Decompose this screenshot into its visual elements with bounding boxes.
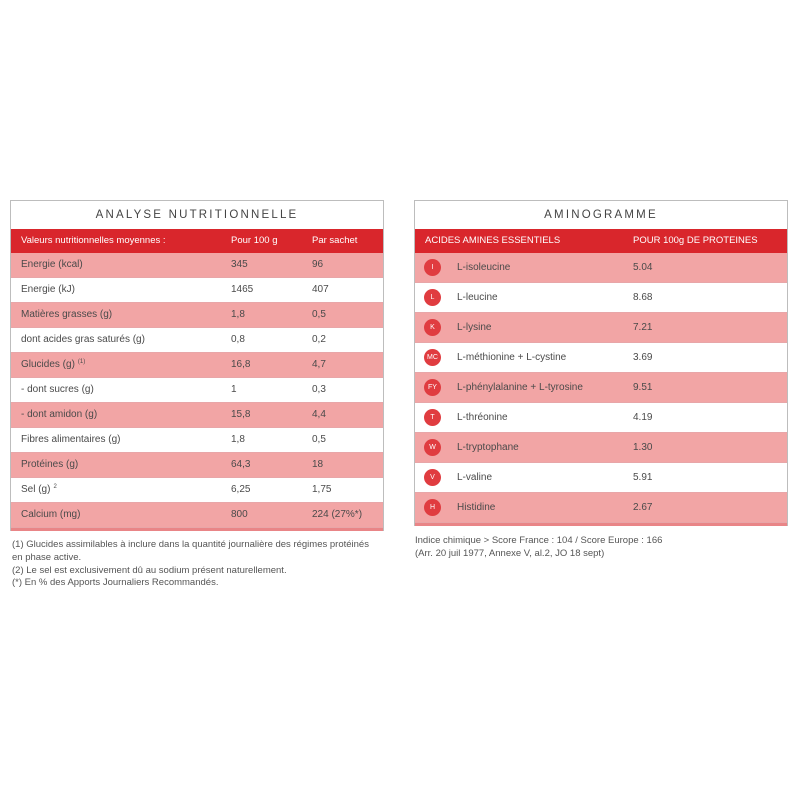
amino-acid-value: 9.51 bbox=[633, 382, 653, 393]
per-100g-value: 800 bbox=[231, 509, 248, 520]
amino-acid-name: L-méthionine + L-cystine bbox=[457, 352, 567, 363]
table-row bbox=[11, 478, 383, 503]
header-nutrients: Valeurs nutritionnelles moyennes : bbox=[21, 235, 166, 246]
per-sachet-value: 4,7 bbox=[312, 359, 326, 370]
amino-acid-value: 4.19 bbox=[633, 412, 653, 423]
nutrition-table-body bbox=[11, 253, 383, 528]
footnote-3: (*) En % des Apports Journaliers Recommandés. bbox=[12, 577, 219, 589]
amino-acid-name: L-leucine bbox=[457, 292, 498, 303]
nutrient-name-cell bbox=[11, 253, 221, 277]
table-row bbox=[11, 303, 383, 328]
per-100g-value: 345 bbox=[231, 259, 248, 270]
nutrient-name: dont acides gras saturés (g) bbox=[21, 334, 145, 345]
table-row bbox=[11, 353, 383, 378]
amino-acid-value: 7.21 bbox=[633, 322, 653, 333]
table-row bbox=[415, 433, 787, 463]
per-100g-value: 1 bbox=[231, 384, 237, 395]
chemical-index-note: Indice chimique > Score France : 104 / Score Europe : 166 bbox=[415, 535, 663, 546]
nutrient-name-cell bbox=[11, 378, 221, 402]
header-per-100g: Pour 100 g bbox=[231, 235, 278, 246]
per-sachet-value: 407 bbox=[312, 284, 329, 295]
header-amino-acids: ACIDES AMINES ESSENTIELS bbox=[425, 235, 561, 246]
footnote-marker: (1) bbox=[77, 358, 86, 365]
amino-acid-cell bbox=[415, 313, 625, 342]
nutrient-name-cell bbox=[11, 353, 221, 377]
amino-acid-name: L-lysine bbox=[457, 322, 492, 333]
nutrient-name: Fibres alimentaires (g) bbox=[21, 434, 121, 445]
table-row bbox=[11, 378, 383, 403]
aminogram-title: AMINOGRAMME bbox=[544, 209, 658, 221]
amino-acid-cell bbox=[415, 403, 625, 432]
table-row bbox=[11, 428, 383, 453]
amino-acid-name: L-tryptophane bbox=[457, 442, 519, 453]
per-100g-value: 16,8 bbox=[231, 359, 251, 370]
footnote-1: (1) Glucides assimilables à inclure dans la quantité journalière des régimes protéinés en phase active. bbox=[12, 539, 369, 563]
nutrient-name-cell bbox=[11, 303, 221, 327]
table-row bbox=[415, 343, 787, 373]
amino-acid-name: L-thréonine bbox=[457, 412, 508, 423]
per-sachet-value: 0,5 bbox=[312, 434, 326, 445]
amino-acid-value: 3.69 bbox=[633, 352, 653, 363]
header-per-100g-protein: POUR 100g DE PROTEINES bbox=[633, 235, 758, 246]
amino-acid-cell bbox=[415, 283, 625, 312]
table-row bbox=[11, 503, 383, 528]
table-row bbox=[11, 278, 383, 303]
amino-acid-value: 5.04 bbox=[633, 262, 653, 273]
aminogram-bottom-bar bbox=[415, 523, 787, 526]
per-sachet-value: 0,2 bbox=[312, 334, 326, 345]
nutrient-name: Sel (g) bbox=[21, 484, 51, 495]
table-row bbox=[11, 253, 383, 278]
aminogram-header-row bbox=[415, 229, 787, 253]
amino-acid-name: Histidine bbox=[457, 502, 496, 513]
table-row bbox=[11, 453, 383, 478]
per-100g-value: 0,8 bbox=[231, 334, 245, 345]
nutrient-name-cell bbox=[11, 428, 221, 452]
table-row bbox=[415, 373, 787, 403]
nutrition-title: ANALYSE NUTRITIONNELLE bbox=[95, 209, 299, 221]
amino-acid-value: 8.68 bbox=[633, 292, 653, 303]
per-100g-value: 1465 bbox=[231, 284, 254, 295]
amino-acid-value: 5.91 bbox=[633, 472, 653, 483]
nutrient-name-cell bbox=[11, 278, 221, 302]
footnote-2: (2) Le sel est exclusivement dû au sodium présent naturellement. bbox=[12, 564, 287, 576]
amino-letter-badge-icon: K bbox=[424, 319, 441, 336]
nutrient-name-cell bbox=[11, 328, 221, 352]
amino-letter-badge-icon: I bbox=[424, 259, 441, 276]
nutrient-name-cell bbox=[11, 453, 221, 477]
table-row bbox=[415, 283, 787, 313]
per-sachet-value: 0,3 bbox=[312, 384, 326, 395]
nutrient-name: Protéines (g) bbox=[21, 459, 79, 470]
amino-acid-value: 1.30 bbox=[633, 442, 653, 453]
footnote-marker: 2 bbox=[53, 483, 57, 490]
nutrient-name: - dont amidon (g) bbox=[21, 409, 98, 420]
table-row bbox=[415, 493, 787, 523]
amino-letter-badge-icon: H bbox=[424, 499, 441, 516]
nutrient-name: Energie (kcal) bbox=[21, 259, 83, 270]
table-row bbox=[415, 403, 787, 433]
amino-letter-badge-icon: T bbox=[424, 409, 441, 426]
amino-acid-cell bbox=[415, 373, 625, 402]
table-row bbox=[415, 463, 787, 493]
per-100g-value: 6,25 bbox=[231, 484, 251, 495]
nutrient-name-cell bbox=[11, 403, 221, 427]
per-sachet-value: 96 bbox=[312, 259, 324, 270]
aminogram-panel bbox=[414, 200, 788, 526]
aminogram-table-body bbox=[415, 253, 787, 523]
per-sachet-value: 4,4 bbox=[312, 409, 326, 420]
amino-acid-cell bbox=[415, 433, 625, 462]
amino-acid-cell bbox=[415, 253, 625, 282]
amino-acid-name: L-valine bbox=[457, 472, 493, 483]
amino-letter-badge-icon: V bbox=[424, 469, 441, 486]
nutrition-header-row bbox=[11, 229, 383, 253]
nutrition-bottom-bar bbox=[11, 528, 383, 531]
amino-letter-badge-icon: MC bbox=[424, 349, 441, 366]
amino-acid-cell bbox=[415, 493, 625, 522]
nutrient-name-cell bbox=[11, 503, 221, 527]
table-row bbox=[415, 313, 787, 343]
table-row bbox=[415, 253, 787, 283]
per-100g-value: 64,3 bbox=[231, 459, 251, 470]
amino-acid-cell bbox=[415, 343, 625, 372]
per-100g-value: 15,8 bbox=[231, 409, 251, 420]
nutrient-name: - dont sucres (g) bbox=[21, 384, 94, 395]
table-row bbox=[11, 328, 383, 353]
per-100g-value: 1,8 bbox=[231, 434, 245, 445]
table-row bbox=[11, 403, 383, 428]
amino-letter-badge-icon: FY bbox=[424, 379, 441, 396]
header-per-sachet: Par sachet bbox=[312, 235, 358, 246]
aminogram-notes bbox=[415, 535, 785, 561]
amino-letter-badge-icon: L bbox=[424, 289, 441, 306]
amino-acid-name: L-phénylalanine + L-tyrosine bbox=[457, 382, 583, 393]
nutrient-name-cell bbox=[11, 478, 221, 502]
per-sachet-value: 1,75 bbox=[312, 484, 332, 495]
amino-letter-badge-icon: W bbox=[424, 439, 441, 456]
amino-acid-value: 2.67 bbox=[633, 502, 653, 513]
nutrient-name: Energie (kJ) bbox=[21, 284, 75, 295]
amino-acid-name: L-isoleucine bbox=[457, 262, 511, 273]
per-sachet-value: 0,5 bbox=[312, 309, 326, 320]
nutrient-name: Glucides (g) bbox=[21, 359, 75, 370]
amino-acid-cell bbox=[415, 463, 625, 492]
regulation-note: (Arr. 20 juil 1977, Annexe V, al.2, JO 18 sept) bbox=[415, 547, 605, 559]
per-sachet-value: 224 (27%*) bbox=[312, 509, 363, 520]
per-sachet-value: 18 bbox=[312, 459, 324, 470]
per-100g-value: 1,8 bbox=[231, 309, 245, 320]
nutrient-name: Calcium (mg) bbox=[21, 509, 81, 520]
nutrition-panel bbox=[10, 200, 384, 531]
nutrition-footnotes bbox=[12, 539, 372, 590]
nutrient-name: Matières grasses (g) bbox=[21, 309, 113, 320]
